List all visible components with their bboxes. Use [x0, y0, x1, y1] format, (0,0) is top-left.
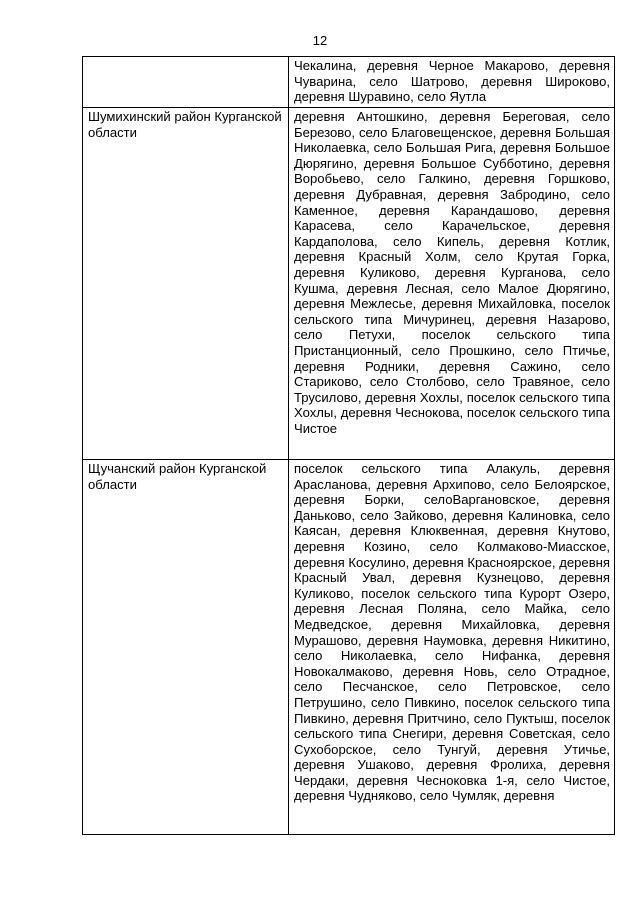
region-cell [83, 57, 289, 108]
table-row [83, 57, 615, 108]
region-name: Шумихинский район Курганской области [88, 109, 282, 140]
page-number: 12 [312, 33, 328, 48]
settlements-cell: деревня Антошкино, деревня Береговая, село Березово, село Благовещенское, деревня Большая Николаевка, село Большая Рига, деревня Большое Дюрягино, деревня Большое Субботино, деревня Воробьево, село Галкино, деревня Горшково, деревня Дубравная, деревня Забродино, село Каменное, деревня Карандашово, деревня Карасева, село Карачельское, деревня Кардаполова, село Кипель, деревня Котлик, деревня Красный Холм, село Крутая Горка, деревня Куликово, деревня Курганова, село Кушма, деревня Лесная, село Малое Дюрягино, деревня Межлесье, деревня Михайловка, поселок сельского типа Мичуринец, деревня Назарово, село Петухи, поселок сельского типа Пристанционный, село Прошкино, село Птичье, деревня Родники, деревня Сажино, село Стариково, село Столбово, село Травяное, село Трусилово, деревня Хохлы, поселок сельского типа Хохлы, деревня Чеснокова, поселок сельского типа Чистое [289, 108, 615, 460]
settlements-cell: Чекалина, деревня Черное Макарово, деревня Чуварина, село Шатрово, деревня Широково, деревня Шуравино, село Яутла [289, 57, 615, 108]
settlements-table [82, 56, 615, 835]
table-row [83, 108, 615, 460]
region-name: Щучанский район Курганской области [88, 461, 267, 492]
settlements-cell: поселок сельского типа Алакуль, деревня Арасланова, деревня Архипово, село Белоярское, деревня Борки, селоВаргановское, деревня Даньково, село Зайково, деревня Калиновка, село Каясан, деревня Клюквенная, деревня Кнутово, деревня Козино, село Колмаково-Миасское, деревня Косулино, деревня Красноярское, деревня Красный Увал, деревня Кузнецово, деревня Куликово, поселок сельского типа Курорт Озеро, деревня Лесная Поляна, село Майка, село Медведское, деревня Михайловка, деревня Мурашово, деревня Наумовка, деревня Никитино, село Николаевка, село Нифанка, деревня Новокалмаково, деревня Новь, село Отрадное, село Песчанское, село Петровское, село Петрушино, село Пивкино, поселок сельского типа Пивкино, деревня Притчино, село Пуктыш, поселок сельского типа Снегири, деревня Советская, село Сухоборское, село Тунгуй, деревня Утичье, деревня Ушаково, деревня Фролиха, деревня Чердаки, деревня Чесноковка 1-я, село Чистое, деревня Чудняково, село Чумляк, деревня [289, 460, 615, 835]
region-cell [83, 460, 289, 835]
table-row [83, 460, 615, 835]
region-cell [83, 108, 289, 460]
